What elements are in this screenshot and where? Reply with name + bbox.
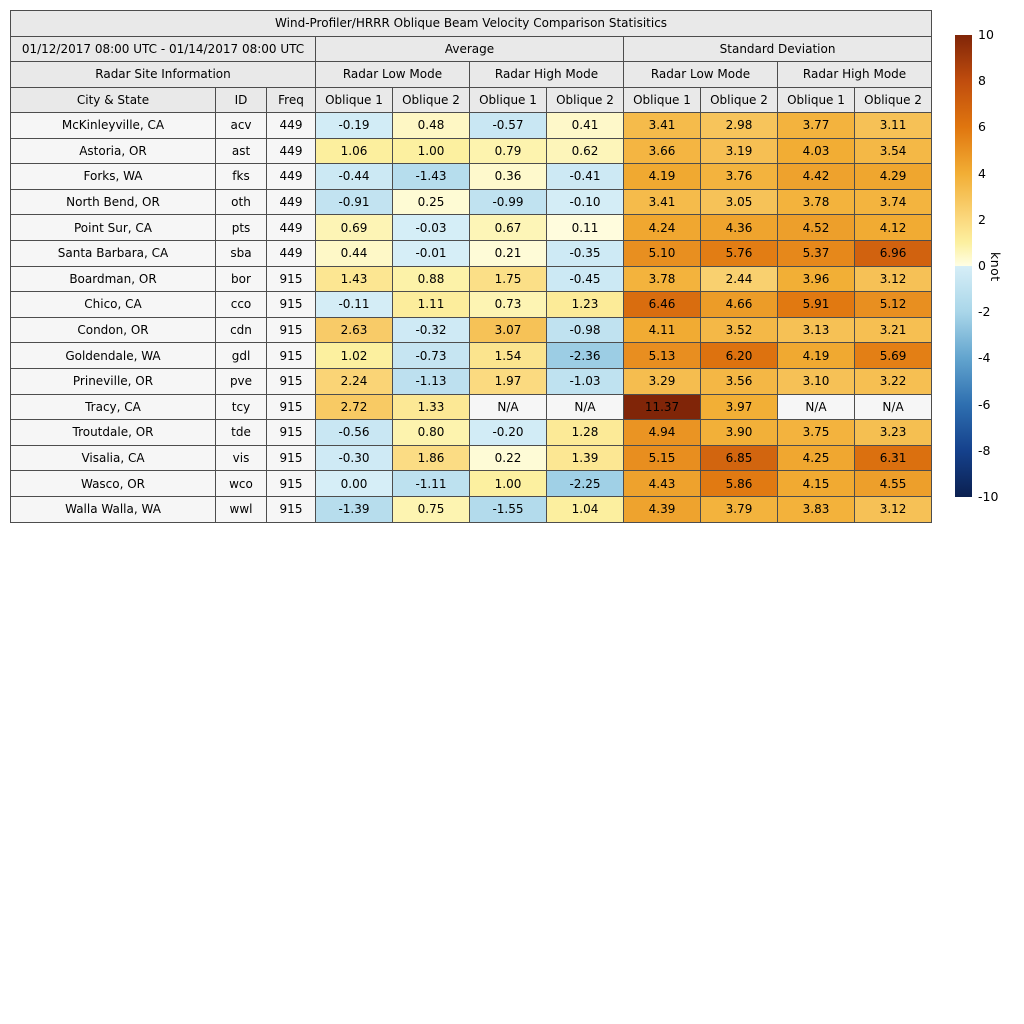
- value-cell: 3.54: [855, 138, 932, 164]
- value-cell: 1.75: [470, 266, 547, 292]
- colorbar-tick-label: 2: [978, 211, 986, 227]
- value-cell: 3.12: [855, 266, 932, 292]
- frequency-cell: 449: [267, 113, 316, 139]
- city-cell: Forks, WA: [11, 164, 216, 190]
- colorbar-tick-label: 0: [978, 258, 986, 273]
- value-cell: 0.79: [470, 138, 547, 164]
- value-cell: 1.33: [393, 394, 470, 420]
- table-row: [11, 113, 932, 139]
- value-cell: 4.25: [778, 445, 855, 471]
- group-sd-low-mode: Radar Low Mode: [624, 62, 778, 88]
- col-header-avg-low-oblique1: Oblique 1: [316, 87, 393, 113]
- colorbar-tick-label: -10: [978, 489, 999, 504]
- value-cell: 4.55: [855, 471, 932, 497]
- value-cell: 1.00: [470, 471, 547, 497]
- value-cell: 5.86: [701, 471, 778, 497]
- colorbar-tick-label: -8: [978, 442, 991, 458]
- site-id-cell: tcy: [216, 394, 267, 420]
- value-cell: 0.75: [393, 496, 470, 522]
- frequency-cell: 915: [267, 420, 316, 446]
- site-id-cell: sba: [216, 240, 267, 266]
- city-cell: Santa Barbara, CA: [11, 240, 216, 266]
- site-id-cell: ast: [216, 138, 267, 164]
- value-cell: 3.07: [470, 317, 547, 343]
- value-cell: 3.78: [624, 266, 701, 292]
- site-id-cell: gdl: [216, 343, 267, 369]
- value-cell: 0.88: [393, 266, 470, 292]
- value-cell: 0.41: [547, 113, 624, 139]
- city-cell: Visalia, CA: [11, 445, 216, 471]
- city-cell: Walla Walla, WA: [11, 496, 216, 522]
- site-id-cell: cdn: [216, 317, 267, 343]
- value-cell: -0.10: [547, 189, 624, 215]
- value-cell: 6.31: [855, 445, 932, 471]
- group-avg-low-mode: Radar Low Mode: [316, 62, 470, 88]
- table-row: [11, 496, 932, 522]
- value-cell: -1.39: [316, 496, 393, 522]
- value-cell: 3.11: [855, 113, 932, 139]
- frequency-cell: 449: [267, 164, 316, 190]
- value-cell: 0.36: [470, 164, 547, 190]
- group-avg-high-mode: Radar High Mode: [470, 62, 624, 88]
- value-cell: 5.15: [624, 445, 701, 471]
- value-cell: 6.46: [624, 292, 701, 318]
- frequency-cell: 449: [267, 138, 316, 164]
- frequency-cell: 915: [267, 266, 316, 292]
- value-cell: 1.23: [547, 292, 624, 318]
- colorbar-tick-label: 8: [978, 73, 986, 89]
- frequency-cell: 449: [267, 240, 316, 266]
- table-row: [11, 164, 932, 190]
- value-cell: 5.69: [855, 343, 932, 369]
- value-cell: 3.41: [624, 113, 701, 139]
- value-cell: 3.96: [778, 266, 855, 292]
- value-cell: 4.11: [624, 317, 701, 343]
- site-id-cell: acv: [216, 113, 267, 139]
- frequency-cell: 449: [267, 215, 316, 241]
- frequency-cell: 449: [267, 189, 316, 215]
- value-cell: 0.69: [316, 215, 393, 241]
- value-cell: 3.21: [855, 317, 932, 343]
- value-cell: 3.97: [701, 394, 778, 420]
- value-cell: N/A: [855, 394, 932, 420]
- frequency-cell: 915: [267, 445, 316, 471]
- value-cell: 6.20: [701, 343, 778, 369]
- value-cell: 4.19: [778, 343, 855, 369]
- table-row: [11, 215, 932, 241]
- site-id-cell: fks: [216, 164, 267, 190]
- value-cell: 3.79: [701, 496, 778, 522]
- site-id-cell: wco: [216, 471, 267, 497]
- table-row: [11, 471, 932, 497]
- value-cell: 3.52: [701, 317, 778, 343]
- value-cell: -0.41: [547, 164, 624, 190]
- value-cell: -0.73: [393, 343, 470, 369]
- value-cell: -0.99: [470, 189, 547, 215]
- value-cell: 4.03: [778, 138, 855, 164]
- value-cell: 3.77: [778, 113, 855, 139]
- value-cell: 3.75: [778, 420, 855, 446]
- site-id-cell: oth: [216, 189, 267, 215]
- value-cell: 3.10: [778, 368, 855, 394]
- value-cell: -0.30: [316, 445, 393, 471]
- value-cell: 3.12: [855, 496, 932, 522]
- colorbar-tick-label: -2: [978, 304, 991, 320]
- frequency-cell: 915: [267, 317, 316, 343]
- site-id-cell: bor: [216, 266, 267, 292]
- frequency-cell: 915: [267, 394, 316, 420]
- value-cell: 3.90: [701, 420, 778, 446]
- value-cell: 3.56: [701, 368, 778, 394]
- value-cell: 1.06: [316, 138, 393, 164]
- colorbar-tick-label: 6: [978, 119, 986, 135]
- value-cell: 0.21: [470, 240, 547, 266]
- value-cell: 1.11: [393, 292, 470, 318]
- value-cell: 4.15: [778, 471, 855, 497]
- col-header-freq: Freq: [267, 87, 316, 113]
- col-header-sd-high-oblique1: Oblique 1: [778, 87, 855, 113]
- value-cell: N/A: [547, 394, 624, 420]
- value-cell: -0.03: [393, 215, 470, 241]
- colorbar-tick-label: 10: [978, 27, 994, 42]
- value-cell: 3.05: [701, 189, 778, 215]
- value-cell: -0.32: [393, 317, 470, 343]
- value-cell: -0.35: [547, 240, 624, 266]
- value-cell: 1.97: [470, 368, 547, 394]
- value-cell: 4.29: [855, 164, 932, 190]
- table-body: [11, 113, 932, 523]
- table-row: [11, 343, 932, 369]
- colorbar-tick-label: -4: [978, 350, 991, 366]
- value-cell: -0.98: [547, 317, 624, 343]
- value-cell: 3.13: [778, 317, 855, 343]
- value-cell: -0.11: [316, 292, 393, 318]
- colorbar-unit-label: knot: [988, 252, 1003, 282]
- city-cell: Boardman, OR: [11, 266, 216, 292]
- city-cell: McKinleyville, CA: [11, 113, 216, 139]
- value-cell: 4.66: [701, 292, 778, 318]
- site-id-cell: cco: [216, 292, 267, 318]
- site-id-cell: wwl: [216, 496, 267, 522]
- table-row: [11, 292, 932, 318]
- city-cell: Point Sur, CA: [11, 215, 216, 241]
- city-cell: Astoria, OR: [11, 138, 216, 164]
- group-average: Average: [316, 36, 624, 62]
- value-cell: 4.19: [624, 164, 701, 190]
- value-cell: 5.10: [624, 240, 701, 266]
- value-cell: -0.01: [393, 240, 470, 266]
- value-cell: 11.37: [624, 394, 701, 420]
- value-cell: 1.00: [393, 138, 470, 164]
- table-row: [11, 317, 932, 343]
- value-cell: 3.41: [624, 189, 701, 215]
- value-cell: -2.36: [547, 343, 624, 369]
- group-standard-deviation: Standard Deviation: [624, 36, 932, 62]
- value-cell: 3.29: [624, 368, 701, 394]
- frequency-cell: 915: [267, 496, 316, 522]
- value-cell: N/A: [470, 394, 547, 420]
- value-cell: 1.04: [547, 496, 624, 522]
- value-cell: 1.54: [470, 343, 547, 369]
- value-cell: 2.44: [701, 266, 778, 292]
- group-site-info: Radar Site Information: [11, 62, 316, 88]
- col-header-sd-high-oblique2: Oblique 2: [855, 87, 932, 113]
- city-cell: Wasco, OR: [11, 471, 216, 497]
- value-cell: 1.43: [316, 266, 393, 292]
- value-cell: 5.13: [624, 343, 701, 369]
- value-cell: N/A: [778, 394, 855, 420]
- city-cell: Condon, OR: [11, 317, 216, 343]
- value-cell: 3.74: [855, 189, 932, 215]
- table-row: [11, 189, 932, 215]
- value-cell: 0.25: [393, 189, 470, 215]
- value-cell: -0.45: [547, 266, 624, 292]
- value-cell: -2.25: [547, 471, 624, 497]
- value-cell: 5.12: [855, 292, 932, 318]
- value-cell: -0.57: [470, 113, 547, 139]
- value-cell: 3.78: [778, 189, 855, 215]
- date-range: 01/12/2017 08:00 UTC - 01/14/2017 08:00 UTC: [11, 36, 316, 62]
- value-cell: 3.19: [701, 138, 778, 164]
- value-cell: 2.24: [316, 368, 393, 394]
- table-row: [11, 394, 932, 420]
- value-cell: 0.11: [547, 215, 624, 241]
- colorbar: [955, 35, 972, 497]
- table-row: [11, 138, 932, 164]
- value-cell: -1.43: [393, 164, 470, 190]
- value-cell: 0.22: [470, 445, 547, 471]
- value-cell: -1.13: [393, 368, 470, 394]
- table-row: [11, 445, 932, 471]
- value-cell: 5.76: [701, 240, 778, 266]
- col-header-avg-low-oblique2: Oblique 2: [393, 87, 470, 113]
- value-cell: 0.67: [470, 215, 547, 241]
- value-cell: -0.20: [470, 420, 547, 446]
- value-cell: 4.24: [624, 215, 701, 241]
- city-cell: Tracy, CA: [11, 394, 216, 420]
- col-header-sd-low-oblique2: Oblique 2: [701, 87, 778, 113]
- value-cell: 0.44: [316, 240, 393, 266]
- value-cell: 2.72: [316, 394, 393, 420]
- comparison-table: [10, 10, 932, 523]
- value-cell: 4.12: [855, 215, 932, 241]
- col-header-avg-high-oblique2: Oblique 2: [547, 87, 624, 113]
- value-cell: -1.11: [393, 471, 470, 497]
- value-cell: 0.00: [316, 471, 393, 497]
- value-cell: 5.91: [778, 292, 855, 318]
- value-cell: 5.37: [778, 240, 855, 266]
- frequency-cell: 915: [267, 292, 316, 318]
- value-cell: -1.03: [547, 368, 624, 394]
- value-cell: 3.76: [701, 164, 778, 190]
- site-id-cell: vis: [216, 445, 267, 471]
- col-header-avg-high-oblique1: Oblique 1: [470, 87, 547, 113]
- value-cell: 4.43: [624, 471, 701, 497]
- colorbar-tick-label: 4: [978, 165, 986, 181]
- value-cell: 1.39: [547, 445, 624, 471]
- city-cell: Goldendale, WA: [11, 343, 216, 369]
- city-cell: Chico, CA: [11, 292, 216, 318]
- table-row: [11, 266, 932, 292]
- value-cell: 3.83: [778, 496, 855, 522]
- value-cell: 3.22: [855, 368, 932, 394]
- city-cell: Prineville, OR: [11, 368, 216, 394]
- value-cell: -0.19: [316, 113, 393, 139]
- col-header-sd-low-oblique1: Oblique 1: [624, 87, 701, 113]
- value-cell: 2.98: [701, 113, 778, 139]
- value-cell: 0.48: [393, 113, 470, 139]
- value-cell: 4.39: [624, 496, 701, 522]
- value-cell: -0.91: [316, 189, 393, 215]
- value-cell: -0.56: [316, 420, 393, 446]
- value-cell: 4.52: [778, 215, 855, 241]
- value-cell: 1.28: [547, 420, 624, 446]
- value-cell: 4.36: [701, 215, 778, 241]
- site-id-cell: pve: [216, 368, 267, 394]
- site-id-cell: tde: [216, 420, 267, 446]
- value-cell: 0.80: [393, 420, 470, 446]
- value-cell: 2.63: [316, 317, 393, 343]
- col-header-city: City & State: [11, 87, 216, 113]
- value-cell: -1.55: [470, 496, 547, 522]
- frequency-cell: 915: [267, 368, 316, 394]
- value-cell: 6.85: [701, 445, 778, 471]
- colorbar-tick-label: -6: [978, 396, 991, 412]
- value-cell: 6.96: [855, 240, 932, 266]
- value-cell: -0.44: [316, 164, 393, 190]
- value-cell: 3.23: [855, 420, 932, 446]
- table-row: [11, 368, 932, 394]
- value-cell: 0.62: [547, 138, 624, 164]
- value-cell: 0.73: [470, 292, 547, 318]
- table-row: [11, 240, 932, 266]
- value-cell: 3.66: [624, 138, 701, 164]
- group-sd-high-mode: Radar High Mode: [778, 62, 932, 88]
- city-cell: North Bend, OR: [11, 189, 216, 215]
- value-cell: 4.42: [778, 164, 855, 190]
- value-cell: 1.02: [316, 343, 393, 369]
- frequency-cell: 915: [267, 471, 316, 497]
- value-cell: 4.94: [624, 420, 701, 446]
- table-row: [11, 420, 932, 446]
- frequency-cell: 915: [267, 343, 316, 369]
- site-id-cell: pts: [216, 215, 267, 241]
- table-title: Wind-Profiler/HRRR Oblique Beam Velocity Comparison Statisitics: [11, 11, 932, 37]
- col-header-id: ID: [216, 87, 267, 113]
- city-cell: Troutdale, OR: [11, 420, 216, 446]
- value-cell: 1.86: [393, 445, 470, 471]
